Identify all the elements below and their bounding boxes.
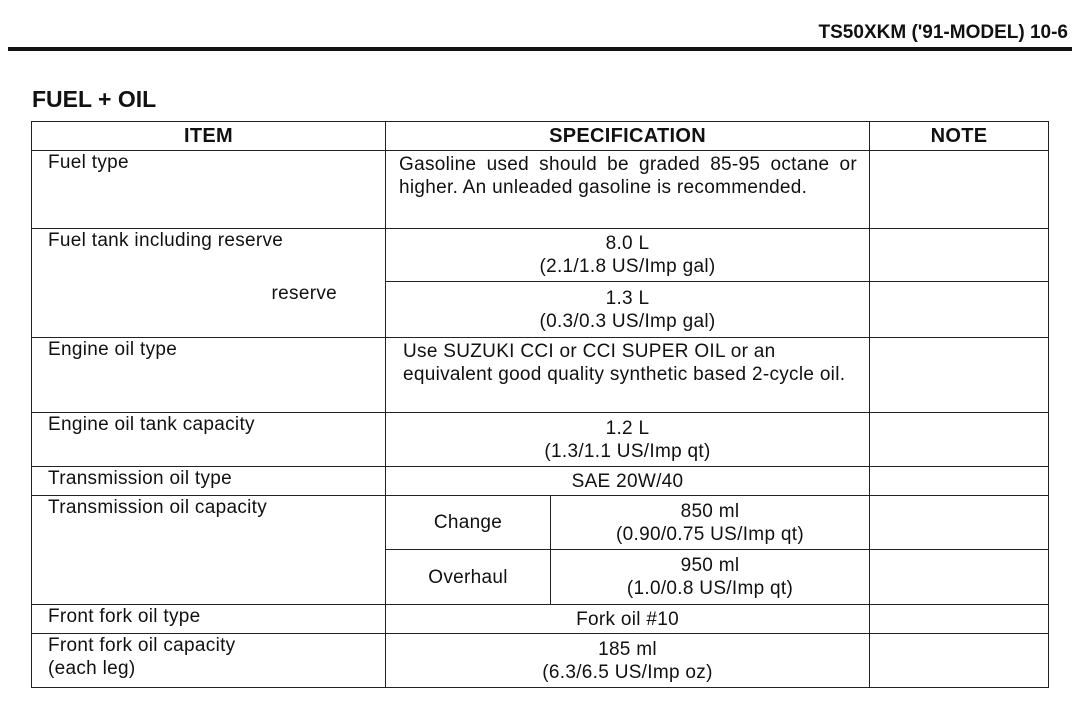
item-cell: Fuel tank including reserve [32, 229, 386, 282]
item-cell [32, 634, 386, 688]
item-line: Front fork oil capacity [48, 635, 236, 656]
spec-cell: SAE 20W/40 [386, 467, 870, 496]
note-cell [870, 634, 1049, 688]
note-cell [870, 229, 1049, 282]
spec-cell [551, 550, 870, 605]
spec-cell: Use SUZUKI CCI or CCI SUPER OIL or an equivalent good quality synthetic based 2-cycle oil. [386, 338, 870, 413]
spec-line: (1.0/0.8 US/Imp qt) [626, 578, 794, 599]
column-header-specification: SPECIFICATION [386, 122, 870, 151]
running-header: TS50XKM ('91-MODEL) 10-6 [818, 22, 1068, 43]
item-cell: Front fork oil type [32, 605, 386, 634]
spec-cell [551, 496, 870, 550]
spec-cell [386, 229, 870, 282]
condition-cell: Overhaul [386, 550, 551, 605]
note-cell [870, 550, 1049, 605]
table-row-engine-oil-type [32, 338, 1049, 413]
spec-line: 850 ml [680, 500, 740, 522]
spec-line: 950 ml [680, 555, 740, 576]
item-cell: Fuel type [32, 151, 386, 229]
column-header-item: ITEM [32, 122, 386, 151]
note-cell [870, 496, 1049, 550]
item-cell: Engine oil tank capacity [32, 413, 386, 467]
spec-line: (1.3/1.1 US/Imp qt) [544, 440, 711, 462]
header-rule [8, 47, 1072, 51]
spec-cell [386, 634, 870, 688]
spec-table [31, 121, 1049, 688]
item-line: (each leg) [48, 658, 136, 679]
section-title: FUEL + OIL [32, 86, 157, 112]
item-cell: Transmission oil capacity [32, 496, 386, 605]
table-header-row [32, 122, 1049, 151]
item-cell [32, 282, 386, 338]
spec-line: 1.2 L [605, 417, 650, 439]
item-cell: Engine oil type [32, 338, 386, 413]
note-cell [870, 467, 1049, 496]
item-cell: Transmission oil type [32, 467, 386, 496]
table-row-engine-oil-tank [32, 413, 1049, 467]
condition-cell: Change [386, 496, 551, 550]
table-row-transmission-oil-capacity [32, 496, 1049, 550]
note-cell [870, 605, 1049, 634]
table-row-transmission-oil-type [32, 467, 1049, 496]
table-row-fuel-tank [32, 229, 1049, 282]
table-row-front-fork-oil-capacity [32, 634, 1049, 688]
column-header-note: NOTE [870, 122, 1049, 151]
note-cell [870, 413, 1049, 467]
spec-line: 8.0 L [605, 233, 650, 254]
spec-cell [386, 413, 870, 467]
note-cell [870, 151, 1049, 229]
spec-cell: Fork oil #10 [386, 605, 870, 634]
spec-cell: Gasoline used should be graded 85-95 octane or higher. An unleaded gasoline is recommended. [386, 151, 870, 229]
note-cell [870, 282, 1049, 338]
spec-line: (2.1/1.8 US/Imp gal) [539, 256, 716, 277]
table-row-front-fork-oil-type [32, 605, 1049, 634]
spec-cell [386, 282, 870, 338]
note-cell [870, 338, 1049, 413]
spec-line: (0.3/0.3 US/Imp gal) [539, 310, 716, 332]
table-row-fuel-type [32, 151, 1049, 229]
table-row-reserve [32, 282, 1049, 338]
spec-line: (6.3/6.5 US/Imp oz) [542, 661, 713, 683]
spec-line: (0.90/0.75 US/Imp qt) [616, 523, 804, 545]
spec-line: 1.3 L [605, 287, 650, 309]
spec-line: 185 ml [598, 638, 657, 660]
sub-item-label: reserve [271, 282, 337, 304]
